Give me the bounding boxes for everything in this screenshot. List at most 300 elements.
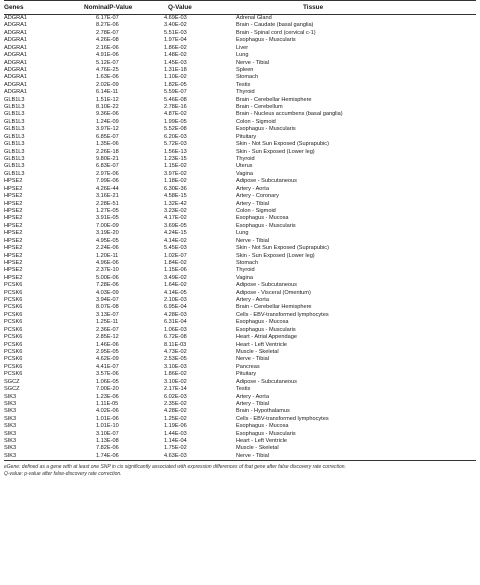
- tissue-cell: Brain - Cerebellar Hemisphere: [236, 96, 312, 103]
- gene-cell: SIK3: [4, 400, 17, 407]
- gene-cell: PCSK6: [4, 348, 23, 355]
- table-header-row: [4, 1, 476, 15]
- q-value-cell: 2.17E-14: [164, 386, 187, 393]
- tissue-cell: Adipose - Subcutaneous: [236, 178, 297, 185]
- q-value-cell: 1.23E-15: [164, 156, 187, 163]
- table-row: [4, 52, 476, 59]
- gene-cell: ADGRA1: [4, 74, 28, 81]
- nominal-p-value-cell: 5.00E-06: [96, 274, 119, 281]
- tissue-cell: Spleen: [236, 66, 254, 73]
- gene-cell: HPSE2: [4, 252, 23, 259]
- table-row: [4, 201, 476, 208]
- q-value-cell: 3.23E-02: [164, 207, 187, 214]
- table-row: [4, 171, 476, 178]
- nominal-p-value-cell: 6.14E-11: [96, 89, 119, 96]
- table-row: [4, 267, 476, 274]
- tissue-cell: Brain - Spinal cord (cervical c-1): [236, 29, 316, 36]
- table-row: [4, 290, 476, 297]
- q-value-cell: 5.52E-08: [164, 126, 187, 133]
- q-value-cell: 5.51E-03: [164, 29, 187, 36]
- gene-cell: SIK3: [4, 438, 17, 445]
- nominal-p-value-cell: 2.16E-06: [96, 44, 119, 51]
- nominal-p-value-cell: 2.37E-10: [96, 267, 119, 274]
- q-value-cell: 5.59E-07: [164, 89, 187, 96]
- tissue-cell: Adipose - Subcutaneous: [236, 378, 297, 385]
- header-genes: Genes: [4, 1, 62, 15]
- nominal-p-value-cell: 5.12E-07: [96, 59, 119, 66]
- tissue-cell: Esophagus - Muscularis: [236, 37, 296, 44]
- q-value-cell: 1.97E-04: [164, 37, 187, 44]
- table-row: [4, 163, 476, 170]
- table-row: [4, 371, 476, 378]
- q-value-cell: 1.15E-06: [164, 267, 187, 274]
- tissue-cell: Esophagus - Muscularis: [236, 430, 296, 437]
- q-value-cell: 1.82E-05: [164, 81, 187, 88]
- nominal-p-value-cell: 4.26E-08: [96, 37, 119, 44]
- gene-cell: ADGRA1: [4, 15, 28, 21]
- table-row: [4, 438, 476, 445]
- q-value-cell: 1.31E-18: [164, 66, 187, 73]
- tissue-cell: Colon - Sigmoid: [236, 207, 276, 214]
- q-value-cell: 1.86E-02: [164, 44, 187, 51]
- nominal-p-value-cell: 3.16E-21: [96, 193, 119, 200]
- table-footnotes: [4, 464, 476, 477]
- tissue-cell: Thyroid: [236, 267, 255, 274]
- q-value-cell: 1.86E-02: [164, 371, 187, 378]
- q-value-cell: 2.53E-05: [164, 356, 187, 363]
- tissue-cell: Heart - Atrial Appendage: [236, 334, 297, 341]
- gene-cell: PCSK6: [4, 304, 23, 311]
- gene-cell: SGCZ: [4, 378, 20, 385]
- tissue-cell: Muscle - Skeletal: [236, 445, 279, 452]
- gene-cell: ADGRA1: [4, 89, 28, 96]
- q-value-cell: 2.10E-03: [164, 297, 187, 304]
- q-value-cell: 6.31E-04: [164, 319, 187, 326]
- q-value-cell: 1.48E-02: [164, 52, 187, 59]
- table-row: [4, 156, 476, 163]
- table-row: [4, 319, 476, 326]
- nominal-p-value-cell: 7.00E-09: [96, 222, 119, 229]
- nominal-p-value-cell: 1.46E-06: [96, 341, 119, 348]
- tissue-cell: Skin - Sun Exposed (Lower leg): [236, 252, 315, 259]
- tissue-cell: Adipose - Subcutaneous: [236, 282, 297, 289]
- tissue-cell: Esophagus - Mucosa: [236, 215, 289, 222]
- tissue-cell: Heart - Left Ventricle: [236, 438, 287, 445]
- gene-cell: SIK3: [4, 430, 17, 437]
- q-value-cell: 3.49E-02: [164, 274, 187, 281]
- q-value-cell: 1.14E-04: [164, 438, 187, 445]
- q-value-cell: 3.10E-02: [164, 378, 187, 385]
- q-value-cell: 4.28E-02: [164, 408, 187, 415]
- nominal-p-value-cell: 4.41E-07: [96, 363, 119, 370]
- tissue-cell: Nerve - Tibial: [236, 356, 269, 363]
- table-row: [4, 379, 476, 386]
- q-value-cell: 2.35E-02: [164, 400, 187, 407]
- table-row: [4, 45, 476, 52]
- tissue-cell: Artery - Aorta: [236, 185, 269, 192]
- nominal-p-value-cell: 3.13E-07: [96, 311, 119, 318]
- q-value-cell: 8.11E-03: [164, 341, 187, 348]
- nominal-p-value-cell: 1.24E-09: [96, 118, 119, 125]
- header-nominal-p-value: NominalP-Value: [62, 1, 148, 15]
- table-row: [4, 230, 476, 237]
- nominal-p-value-cell: 9.36E-06: [96, 111, 119, 118]
- table-row: [4, 97, 476, 104]
- gene-cell: HPSE2: [4, 222, 23, 229]
- nominal-p-value-cell: 1.01E-06: [96, 415, 119, 422]
- nominal-p-value-cell: 2.02E-09: [96, 81, 119, 88]
- nominal-p-value-cell: 3.97E-12: [96, 126, 119, 133]
- table-row: [4, 223, 476, 230]
- gene-cell: SIK3: [4, 393, 17, 400]
- nominal-p-value-cell: 7.28E-06: [96, 282, 119, 289]
- tissue-cell: Lung: [236, 52, 249, 59]
- table-row: [4, 275, 476, 282]
- nominal-p-value-cell: 7.99E-06: [96, 178, 119, 185]
- tissue-cell: Brain - Cerebellum: [236, 104, 283, 111]
- nominal-p-value-cell: 2.24E-06: [96, 245, 119, 252]
- tissue-cell: Testis: [236, 81, 251, 88]
- table-row: [4, 386, 476, 393]
- gene-cell: GLB1L3: [4, 104, 25, 111]
- gene-cell: GLB1L3: [4, 118, 25, 125]
- tissue-cell: Testis: [236, 386, 251, 393]
- table-row: [4, 304, 476, 311]
- tissue-cell: Skin - Sun Exposed (Lower leg): [236, 148, 315, 155]
- q-value-cell: 1.06E-03: [164, 326, 187, 333]
- nominal-p-value-cell: 4.95E-05: [96, 237, 119, 244]
- q-value-cell: 4.58E-15: [164, 193, 187, 200]
- table-row: [4, 334, 476, 341]
- gene-cell: SGCZ: [4, 386, 20, 393]
- q-value-cell: 6.30E-36: [164, 185, 187, 192]
- table-row: [4, 356, 476, 363]
- gene-cell: ADGRA1: [4, 29, 28, 36]
- tissue-cell: Brain - Nucleus accumbens (basal ganglia): [236, 111, 343, 118]
- eqtl-results-table: [4, 0, 476, 461]
- table-row: [4, 238, 476, 245]
- table-row: [4, 408, 476, 415]
- tissue-cell: Pituitary: [236, 371, 257, 378]
- q-value-cell: 5.46E-08: [164, 96, 187, 103]
- table-row: [4, 193, 476, 200]
- nominal-p-value-cell: 4.76E-25: [96, 66, 119, 73]
- gene-cell: PCSK6: [4, 289, 23, 296]
- tissue-cell: Artery - Coronary: [236, 193, 279, 200]
- tissue-cell: Pituitary: [236, 133, 257, 140]
- table-row: [4, 119, 476, 126]
- nominal-p-value-cell: 3.19E-20: [96, 230, 119, 237]
- tissue-cell: Artery - Tibial: [236, 200, 269, 207]
- gene-cell: HPSE2: [4, 274, 23, 281]
- q-value-cell: 1.44E-03: [164, 430, 187, 437]
- tissue-cell: Stomach: [236, 74, 259, 81]
- nominal-p-value-cell: 3.94E-07: [96, 297, 119, 304]
- nominal-p-value-cell: 9.80E-21: [96, 156, 119, 163]
- gene-cell: HPSE2: [4, 245, 23, 252]
- gene-cell: PCSK6: [4, 326, 23, 333]
- table-row: [4, 394, 476, 401]
- nominal-p-value-cell: 2.95E-05: [96, 348, 119, 355]
- header-q-value: Q-Value: [148, 1, 223, 15]
- q-value-cell: 6.72E-08: [164, 334, 187, 341]
- nominal-p-value-cell: 1.20E-11: [96, 252, 119, 259]
- tissue-cell: Artery - Aorta: [236, 297, 269, 304]
- gene-cell: ADGRA1: [4, 52, 28, 59]
- gene-cell: PCSK6: [4, 282, 23, 289]
- tissue-cell: Brain - Hypothalamus: [236, 408, 290, 415]
- table-row: [4, 126, 476, 133]
- q-value-cell: 1.75E-02: [164, 445, 187, 452]
- tissue-cell: Uterus: [236, 163, 253, 170]
- q-value-cell: 1.19E-06: [164, 423, 187, 430]
- tissue-cell: Artery - Tibial: [236, 400, 269, 407]
- nominal-p-value-cell: 3.57E-06: [96, 371, 119, 378]
- q-value-cell: 1.18E-02: [164, 178, 187, 185]
- q-value-cell: 1.56E-13: [164, 148, 187, 155]
- table-row: [4, 245, 476, 252]
- gene-cell: SIK3: [4, 423, 17, 430]
- tissue-cell: Esophagus - Muscularis: [236, 222, 296, 229]
- tissue-cell: Cells - EBV-transformed lymphocytes: [236, 415, 329, 422]
- nominal-p-value-cell: 7.82E-06: [96, 445, 119, 452]
- table-row: [4, 74, 476, 81]
- nominal-p-value-cell: 4.91E-06: [96, 52, 119, 59]
- q-value-cell: 3.97E-02: [164, 170, 187, 177]
- table-row: [4, 60, 476, 67]
- tissue-cell: Stomach: [236, 259, 259, 266]
- q-value-cell: 6.20E-03: [164, 133, 187, 140]
- tissue-cell: Nerve - Tibial: [223, 453, 476, 461]
- gene-cell: SIK3: [4, 453, 62, 461]
- tissue-cell: Skin - Not Sun Exposed (Suprapubic): [236, 245, 329, 252]
- q-value-cell: 4.28E-03: [164, 311, 187, 318]
- table-row: [4, 431, 476, 438]
- nominal-p-value-cell: 1.35E-06: [96, 141, 119, 148]
- gene-cell: PCSK6: [4, 341, 23, 348]
- nominal-p-value-cell: 2.36E-07: [96, 326, 119, 333]
- gene-cell: ADGRA1: [4, 37, 28, 44]
- gene-cell: PCSK6: [4, 356, 23, 363]
- q-value-cell: 1.84E-02: [164, 259, 187, 266]
- tissue-cell: Heart - Left Ventricle: [236, 341, 287, 348]
- gene-cell: HPSE2: [4, 215, 23, 222]
- gene-cell: HPSE2: [4, 230, 23, 237]
- table-row: [4, 445, 476, 452]
- tissue-cell: Esophagus - Mucosa: [236, 423, 289, 430]
- gene-cell: HPSE2: [4, 193, 23, 200]
- gene-cell: PCSK6: [4, 363, 23, 370]
- tissue-cell: Esophagus - Mucosa: [236, 319, 289, 326]
- table-row: [4, 208, 476, 215]
- gene-cell: PCSK6: [4, 371, 23, 378]
- q-value-cell: 6.02E-03: [164, 393, 187, 400]
- nominal-p-value-cell: 1.27E-05: [96, 207, 119, 214]
- gene-cell: HPSE2: [4, 185, 23, 192]
- nominal-p-value-cell: 2.78E-07: [96, 29, 119, 36]
- nominal-p-value-cell: 3.91E-05: [96, 215, 119, 222]
- gene-cell: ADGRA1: [4, 44, 28, 51]
- gene-cell: ADGRA1: [4, 59, 28, 66]
- footnote-line: Q-value: p-value after false-discovery rate correction.: [4, 470, 122, 477]
- tissue-cell: Pancreas: [236, 363, 260, 370]
- nominal-p-value-cell: 1.74E-06: [62, 453, 148, 461]
- q-value-cell: 1.45E-03: [164, 59, 187, 66]
- table-row: [4, 149, 476, 156]
- table-row: [4, 30, 476, 37]
- q-value-cell: 4.17E-02: [164, 215, 187, 222]
- table-row: [4, 178, 476, 185]
- tissue-cell: Brain - Caudate (basal ganglia): [236, 22, 314, 29]
- nominal-p-value-cell: 2.97E-06: [96, 170, 119, 177]
- table-row: [4, 342, 476, 349]
- table-row: [4, 15, 476, 23]
- gene-cell: HPSE2: [4, 207, 23, 214]
- nominal-p-value-cell: 1.11E-05: [96, 400, 119, 407]
- table-row: [4, 111, 476, 118]
- table-row: [4, 401, 476, 408]
- table-row: [4, 327, 476, 334]
- nominal-p-value-cell: 1.13E-08: [96, 438, 119, 445]
- tissue-cell: Cells - EBV-transformed lymphocytes: [236, 311, 329, 318]
- tissue-cell: Vagina: [236, 274, 254, 281]
- table-row: [4, 67, 476, 74]
- gene-cell: GLB1L3: [4, 141, 25, 148]
- q-value-cell: 3.40E-02: [164, 22, 187, 29]
- nominal-p-value-cell: 8.07E-08: [96, 304, 119, 311]
- q-value-cell: 3.10E-03: [164, 363, 187, 370]
- q-value-cell: 1.25E-02: [164, 415, 187, 422]
- gene-cell: GLB1L3: [4, 170, 25, 177]
- tissue-cell: Skin - Not Sun Exposed (Suprapubic): [236, 141, 329, 148]
- q-value-cell: 2.78E-16: [164, 104, 187, 111]
- nominal-p-value-cell: 6.17E-07: [96, 15, 119, 21]
- nominal-p-value-cell: 1.51E-12: [96, 96, 119, 103]
- q-value-cell: 1.02E-07: [164, 252, 187, 259]
- q-value-cell: 3.69E-05: [164, 222, 187, 229]
- nominal-p-value-cell: 3.10E-07: [96, 430, 119, 437]
- q-value-cell: 4.69E-03: [164, 15, 187, 21]
- gene-cell: HPSE2: [4, 178, 23, 185]
- table-row: [4, 89, 476, 96]
- tissue-cell: Vagina: [236, 170, 254, 177]
- header-tissue: Tissue: [223, 1, 476, 15]
- gene-cell: HPSE2: [4, 237, 23, 244]
- table-row: [4, 253, 476, 260]
- gene-cell: HPSE2: [4, 267, 23, 274]
- q-value-cell: 6.95E-04: [164, 304, 187, 311]
- nominal-p-value-cell: 4.03E-09: [96, 289, 119, 296]
- nominal-p-value-cell: 1.25E-11: [96, 319, 119, 326]
- nominal-p-value-cell: 4.96E-06: [96, 259, 119, 266]
- table-row: [4, 349, 476, 356]
- gene-cell: HPSE2: [4, 259, 23, 266]
- q-value-cell: 1.99E-05: [164, 118, 187, 125]
- nominal-p-value-cell: 1.63E-06: [96, 74, 119, 81]
- q-value-cell: 5.45E-03: [164, 245, 187, 252]
- q-value-cell: 4.63E-03: [148, 453, 223, 461]
- gene-cell: SIK3: [4, 445, 17, 452]
- q-value-cell: 1.64E-02: [164, 282, 187, 289]
- tissue-cell: Thyroid: [236, 156, 255, 163]
- tissue-cell: Nerve - Tibial: [236, 237, 269, 244]
- nominal-p-value-cell: 2.85E-12: [96, 334, 119, 341]
- table-row: [4, 141, 476, 148]
- footnote-line: eGene: defined as a gene with at least one SNP in cis significantly associated with expression differences of that gene after false discovery rate correction.: [4, 464, 346, 471]
- tissue-cell: Adrenal Gland: [236, 15, 272, 21]
- gene-cell: ADGRA1: [4, 22, 28, 29]
- table-row: [4, 104, 476, 111]
- tissue-cell: Brain - Cerebellar Hemisphere: [236, 304, 312, 311]
- gene-cell: GLB1L3: [4, 163, 25, 170]
- tissue-cell: Colon - Sigmoid: [236, 118, 276, 125]
- table-row: [4, 297, 476, 304]
- q-value-cell: 1.15E-02: [164, 163, 187, 170]
- table-row: [4, 186, 476, 193]
- q-value-cell: 1.32E-42: [164, 200, 187, 207]
- gene-cell: GLB1L3: [4, 96, 25, 103]
- table-row: [4, 282, 476, 289]
- nominal-p-value-cell: 8.27E-06: [96, 22, 119, 29]
- table-row: [4, 82, 476, 89]
- q-value-cell: 1.10E-02: [164, 74, 187, 81]
- table-body: [4, 15, 476, 461]
- nominal-p-value-cell: 6.83E-07: [96, 163, 119, 170]
- document-page: [4, 0, 476, 477]
- table-row: [4, 134, 476, 141]
- gene-cell: ADGRA1: [4, 66, 28, 73]
- tissue-cell: Liver: [236, 44, 249, 51]
- gene-cell: GLB1L3: [4, 148, 25, 155]
- nominal-p-value-cell: 4.26E-44: [96, 185, 119, 192]
- tissue-cell: Esophagus - Muscularis: [236, 126, 296, 133]
- nominal-p-value-cell: 7.00E-20: [96, 386, 119, 393]
- q-value-cell: 5.72E-03: [164, 141, 187, 148]
- gene-cell: SIK3: [4, 415, 17, 422]
- tissue-cell: Muscle - Skeletal: [236, 348, 279, 355]
- q-value-cell: 4.14E-02: [164, 237, 187, 244]
- gene-cell: PCSK6: [4, 297, 23, 304]
- tissue-cell: Lung: [236, 230, 249, 237]
- table-row: [4, 37, 476, 44]
- table-row: [4, 215, 476, 222]
- gene-cell: PCSK6: [4, 334, 23, 341]
- table-row: [4, 453, 476, 461]
- tissue-cell: Nerve - Tibial: [236, 59, 269, 66]
- nominal-p-value-cell: 1.06E-05: [96, 378, 119, 385]
- q-value-cell: 4.14E-05: [164, 289, 187, 296]
- tissue-cell: Esophagus - Muscularis: [236, 326, 296, 333]
- gene-cell: ADGRA1: [4, 81, 28, 88]
- tissue-cell: Adipose - Visceral (Omentum): [236, 289, 311, 296]
- nominal-p-value-cell: 6.85E-07: [96, 133, 119, 140]
- nominal-p-value-cell: 2.26E-18: [96, 148, 119, 155]
- tissue-cell: Thyroid: [236, 89, 255, 96]
- table-row: [4, 416, 476, 423]
- gene-cell: PCSK6: [4, 311, 23, 318]
- nominal-p-value-cell: 8.10E-22: [96, 104, 119, 111]
- gene-cell: GLB1L3: [4, 156, 25, 163]
- gene-cell: SIK3: [4, 408, 17, 415]
- tissue-cell: Artery - Aorta: [236, 393, 269, 400]
- nominal-p-value-cell: 1.01E-10: [96, 423, 119, 430]
- table-row: [4, 22, 476, 29]
- gene-cell: GLB1L3: [4, 111, 25, 118]
- nominal-p-value-cell: 2.28E-51: [96, 200, 119, 207]
- gene-cell: HPSE2: [4, 200, 23, 207]
- table-row: [4, 364, 476, 371]
- nominal-p-value-cell: 1.23E-06: [96, 393, 119, 400]
